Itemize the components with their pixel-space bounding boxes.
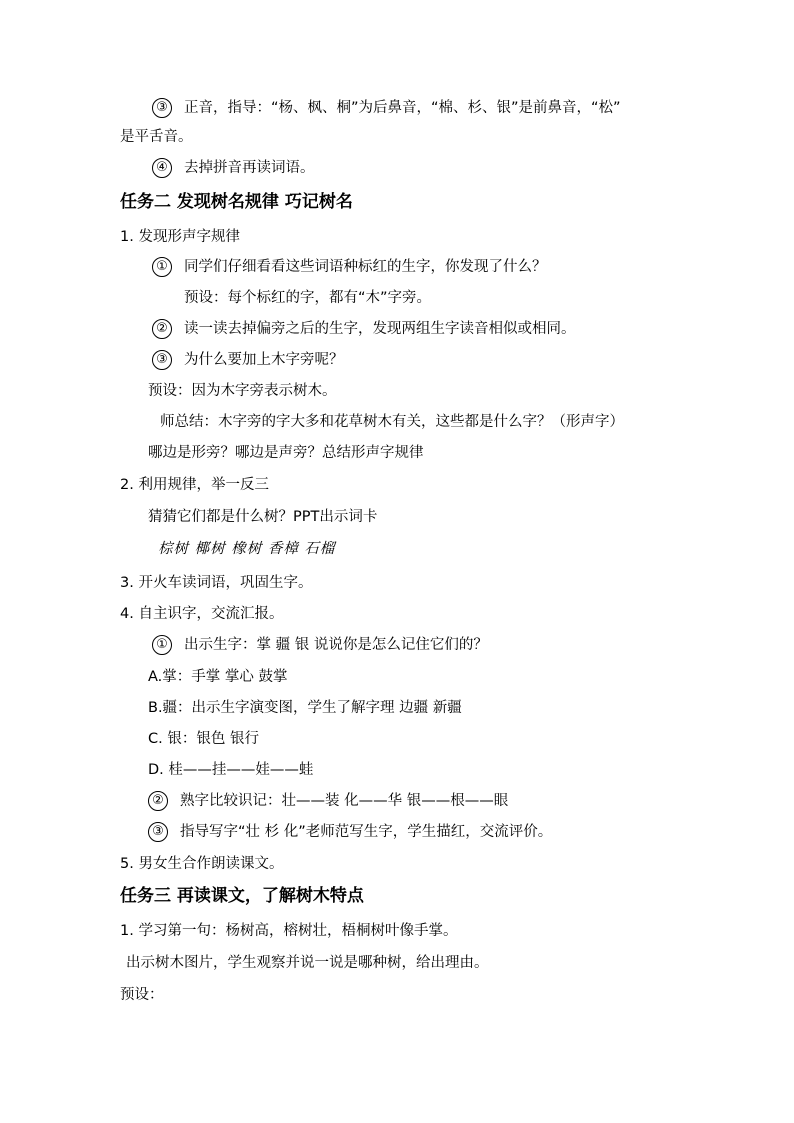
section-heading-task-2: 任务二 发现树名规律 巧记树名 <box>120 192 353 212</box>
circled-number-3: ③ <box>148 822 168 842</box>
teacher-summary: 师总结：木字旁的字大多和花草树木有关，这些都是什么字？（形声字） <box>160 414 624 430</box>
compare-characters: ② 熟字比较识记：壮——装 化——华 银——根——眼 <box>148 791 508 811</box>
item-c: C. 银：银色 银行 <box>148 731 259 747</box>
word-cards: 棕树 椰树 橡树 香樟 石榴 <box>158 541 336 557</box>
list-item-3: 3. 开火车读词语，巩固生字。 <box>120 575 313 591</box>
writing-guide: ③ 指导写字“壮 杉 化”老师范写生字，学生描红，交流评价。 <box>148 822 552 842</box>
list-item-5: 5. 男女生合作朗读课文。 <box>120 856 284 872</box>
circled-number-1: ① <box>152 635 172 655</box>
paragraph-continuation: 是平舌音。 <box>120 129 193 145</box>
circled-number-2: ② <box>148 791 168 811</box>
section-heading-task-3: 任务三 再读课文，了解树木特点 <box>120 886 364 906</box>
guess-trees: 猜猜它们都是什么树？PPT出示词卡 <box>148 509 378 525</box>
list-item-1: 1. 发现形声字规律 <box>120 229 240 245</box>
question-1: ① 同学们仔细看看这些词语种标红的生字，你发现了什么？ <box>152 257 547 277</box>
learn-first-sentence: 1. 学习第一句：杨树高，榕树壮，梧桐树叶像手掌。 <box>120 923 458 939</box>
question-3: ③ 为什么要加上木字旁呢？ <box>152 350 344 370</box>
circled-number-2: ② <box>152 319 172 339</box>
question-2: ② 读一读去掉偏旁之后的生字，发现两组生字读音相似或相同。 <box>152 319 576 339</box>
item-a: A.掌：手掌 掌心 鼓掌 <box>148 669 288 685</box>
preset-label: 预设： <box>120 987 164 1003</box>
preset-answer-1: 预设：每个标红的字，都有“木”字旁。 <box>184 290 432 306</box>
circled-number-3: ③ <box>152 350 172 370</box>
item-d: D. 桂——挂——娃——蛙 <box>148 762 314 778</box>
paragraph-pronunciation: ③ 正音，指导：“杨、枫、桐”为后鼻音，“棉、杉、银”是前鼻音，“松” <box>152 98 621 118</box>
list-item-2: 2. 利用规律，举一反三 <box>120 477 269 493</box>
item-b: B.疆：出示生字演变图，学生了解字理 边疆 新疆 <box>148 700 462 716</box>
observe-trees: 出示树木图片，学生观察并说一说是哪种树，给出理由。 <box>126 955 489 971</box>
summary-question: 哪边是形旁？哪边是声旁？总结形声字规律 <box>148 445 424 461</box>
show-characters: ① 出示生字：掌 疆 银 说说你是怎么记住它们的？ <box>152 635 488 655</box>
circled-number-4: ④ <box>152 158 172 178</box>
paragraph-remove-pinyin: ④ 去掉拼音再读词语。 <box>152 158 315 178</box>
preset-answer-2: 预设：因为木字旁表示树木。 <box>148 383 337 399</box>
list-item-4: 4. 自主识字，交流汇报。 <box>120 606 284 622</box>
circled-number-1: ① <box>152 257 172 277</box>
circled-number-3: ③ <box>152 98 172 118</box>
